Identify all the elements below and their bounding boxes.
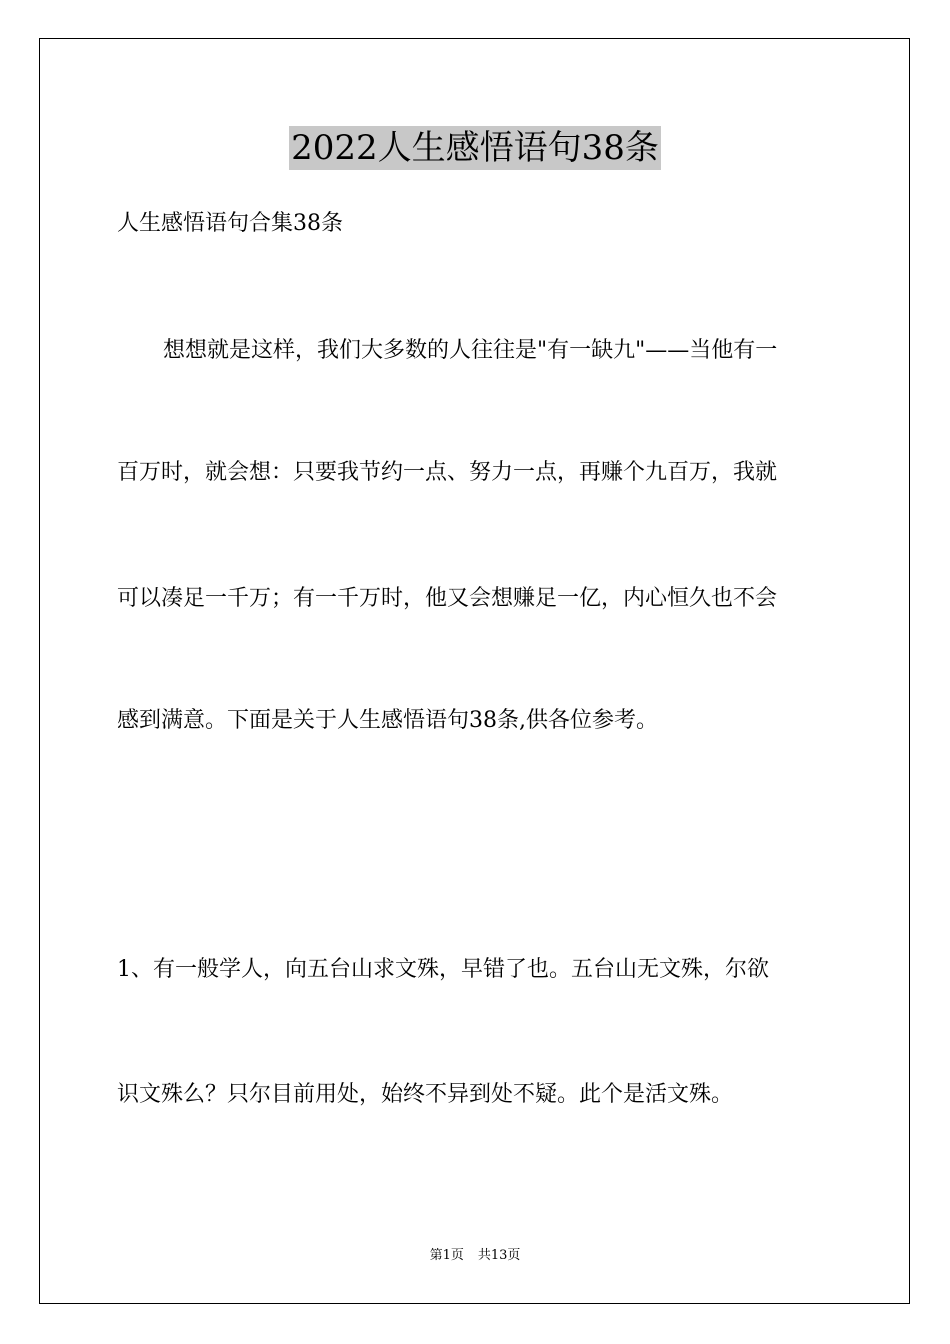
document-subtitle: 人生感悟语句合集38条 bbox=[117, 211, 343, 236]
page-total: 共13页 bbox=[477, 1248, 521, 1263]
document-title: 2022人生感悟语句38条 bbox=[291, 128, 659, 168]
list-item-line: 1、有一般学人，向五台山求文殊，早错了也。五台山无文殊，尔欲 bbox=[117, 957, 769, 982]
paragraph-line: 可以凑足一千万；有一千万时，他又会想赚足一亿，内心恒久也不会 bbox=[117, 586, 778, 611]
paragraph-line: 百万时，就会想：只要我节约一点、努力一点，再赚个九百万，我就 bbox=[117, 460, 778, 485]
paragraph-line: 想想就是这样，我们大多数的人往往是"有一缺九"——当他有一 bbox=[163, 338, 778, 363]
paragraph-line: 感到满意。下面是关于人生感悟语句38条,供各位参考。 bbox=[117, 708, 658, 733]
list-item-line: 识文殊么？只尔目前用处，始终不异到处不疑。此个是活文殊。 bbox=[117, 1082, 734, 1107]
title-container bbox=[0, 126, 950, 170]
page-footer bbox=[0, 1247, 950, 1265]
page-number: 第1页 bbox=[429, 1248, 464, 1263]
